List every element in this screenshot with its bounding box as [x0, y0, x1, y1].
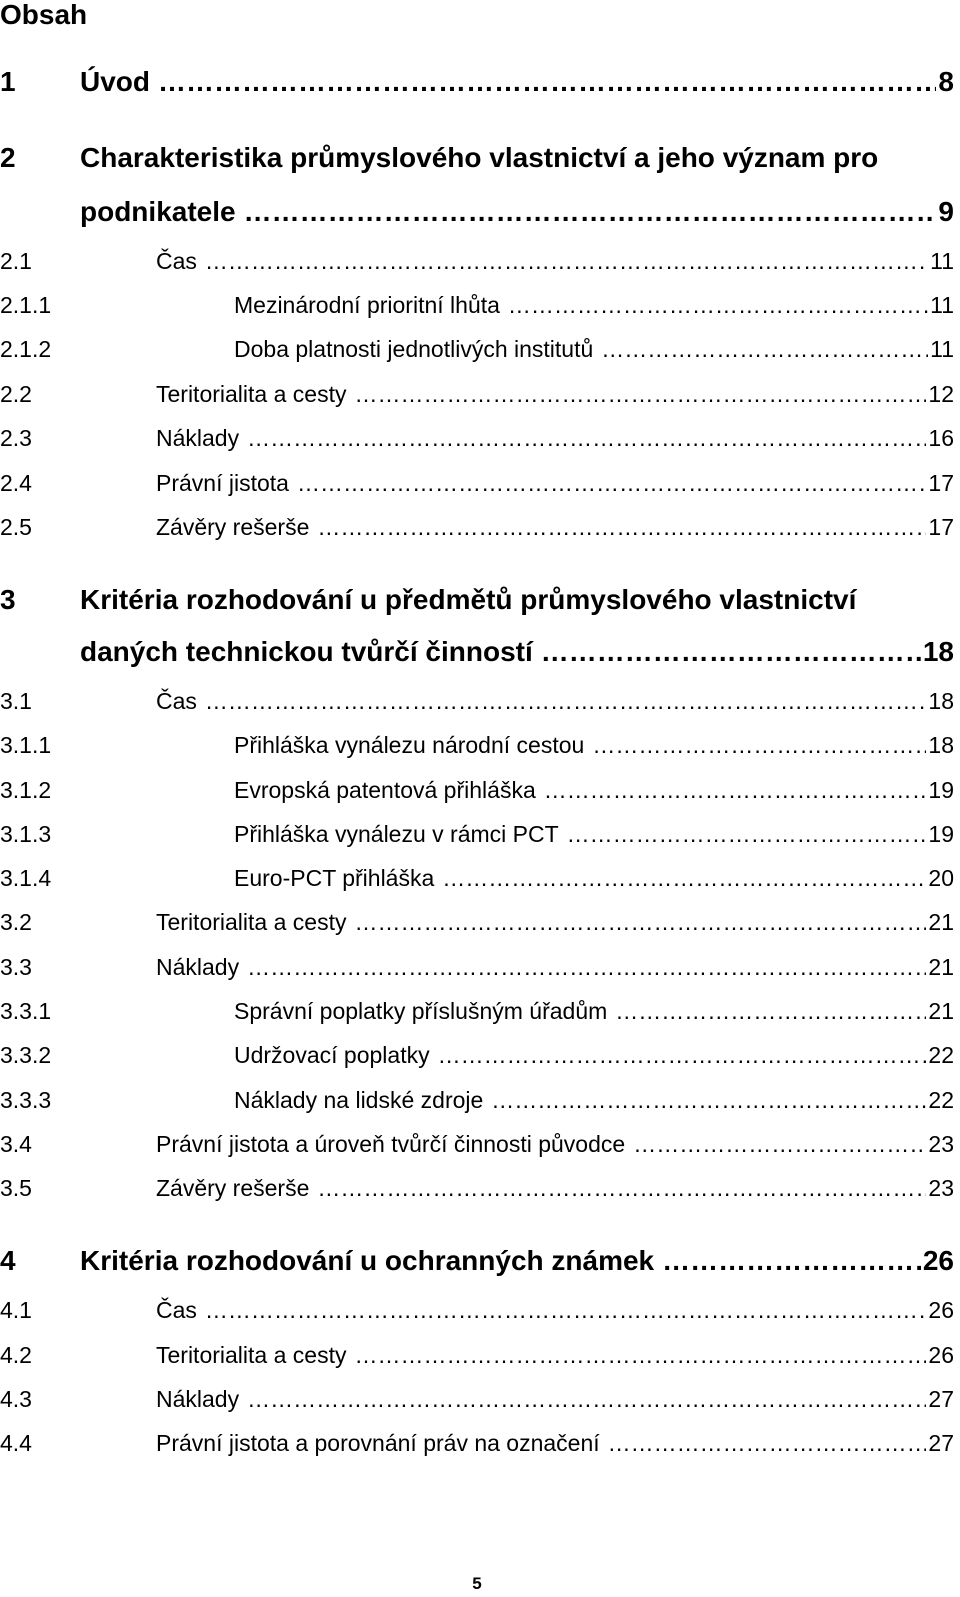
- toc-entry-page: 26: [928, 1297, 954, 1323]
- toc-entry[interactable]: [0, 514, 954, 554]
- toc-entry-title: Náklady na lidské zdroje: [234, 1087, 484, 1113]
- toc-entry-number: 3.3.3: [0, 1087, 52, 1113]
- toc-entry-title: Přihláška vynálezu národní cestou: [234, 732, 585, 758]
- toc-entry[interactable]: [0, 1342, 954, 1382]
- toc-entry-continuation[interactable]: [0, 196, 954, 236]
- toc-entry-title-continued: podnikatele: [80, 196, 236, 227]
- toc-entry[interactable]: [0, 381, 954, 421]
- toc-entry-page: 19: [928, 777, 954, 803]
- dot-leader: [544, 777, 927, 804]
- dot-leader: [247, 1386, 926, 1413]
- toc-entry[interactable]: [0, 336, 954, 376]
- toc-entry-page: 11: [930, 248, 954, 274]
- dot-leader: [438, 1042, 927, 1069]
- toc-entry-number: 4: [0, 1245, 16, 1276]
- toc-entry-page: 18: [928, 688, 954, 714]
- toc-entry-title: Doba platnosti jednotlivých institutů: [234, 336, 594, 362]
- toc-entry[interactable]: [0, 954, 954, 994]
- toc-entry-page: 12: [928, 381, 954, 407]
- toc-entry-number: 3: [0, 584, 16, 615]
- toc-entry[interactable]: [0, 865, 954, 905]
- dot-leader: [244, 196, 937, 228]
- toc-entry-page: 26: [928, 1342, 954, 1368]
- toc-entry-title: Mezinárodní prioritní lhůta: [234, 292, 500, 318]
- toc-entry-page: 21: [928, 954, 954, 980]
- toc-entry-page: 27: [928, 1386, 954, 1412]
- toc-entry-number: 3.3.1: [0, 998, 52, 1024]
- toc-entry-title: Závěry rešerše: [156, 514, 310, 540]
- toc-entry-number: 3.1.4: [0, 865, 52, 891]
- toc-entry-title: Čas: [156, 1297, 197, 1323]
- toc-entry-page: 18: [928, 732, 954, 758]
- toc-entry[interactable]: [0, 425, 954, 465]
- dot-leader: [247, 425, 926, 452]
- toc-entry-page: 17: [928, 470, 954, 496]
- toc-entry-page: 11: [930, 336, 954, 362]
- dot-leader: [317, 514, 926, 541]
- toc-entry-number: 3.1.2: [0, 777, 52, 803]
- dot-leader: [354, 1342, 926, 1369]
- toc-entry-number: 2.2: [0, 381, 32, 407]
- toc-entry[interactable]: [0, 470, 954, 510]
- toc-entry-number: 4.3: [0, 1386, 32, 1412]
- toc-entry-continuation[interactable]: [0, 636, 954, 676]
- toc-entry-title: Teritorialita a cesty: [156, 909, 347, 935]
- toc-entry[interactable]: [0, 909, 954, 949]
- toc-entry-title: Závěry rešerše: [156, 1175, 310, 1201]
- toc-entry[interactable]: [0, 821, 954, 861]
- dot-leader: [158, 66, 936, 98]
- page-number: 5: [472, 1574, 482, 1593]
- toc-entry-title: Právní jistota a porovnání práv na označení: [156, 1430, 600, 1456]
- toc-entry-number: 2.4: [0, 470, 32, 496]
- toc-entry-page: 20: [928, 865, 954, 891]
- toc-entry[interactable]: [0, 142, 954, 178]
- toc-entry-page: 8: [938, 66, 954, 97]
- dot-leader: [205, 688, 927, 715]
- toc-entry-title: Kritéria rozhodování u předmětů průmyslového vlastnictví: [80, 584, 857, 615]
- toc-entry-title: Evropská patentová přihláška: [234, 777, 536, 803]
- toc-entry-number: 3.5: [0, 1175, 32, 1201]
- toc-entry-page: 21: [928, 998, 954, 1024]
- toc-entry-title: Čas: [156, 248, 197, 274]
- dot-leader: [541, 636, 921, 668]
- toc-entry-title: Náklady: [156, 1386, 240, 1412]
- toc-entry-number: 3.1.1: [0, 732, 52, 758]
- toc-entry-page: 18: [922, 636, 954, 667]
- dot-leader: [508, 292, 928, 319]
- toc-entry-title: Čas: [156, 688, 197, 714]
- toc-entry-title: Náklady: [156, 954, 240, 980]
- dot-leader: [205, 1297, 927, 1324]
- toc-entry[interactable]: [0, 732, 954, 772]
- toc-entry-title: Teritorialita a cesty: [156, 381, 347, 407]
- toc-entry[interactable]: [0, 1245, 954, 1285]
- toc-entry-title: Kritéria rozhodování u ochranných známek: [80, 1245, 655, 1276]
- toc-entry-page: 27: [928, 1430, 954, 1456]
- toc-entry[interactable]: [0, 292, 954, 332]
- toc-entry-title: Přihláška vynálezu v rámci PCT: [234, 821, 559, 847]
- dot-leader: [297, 470, 926, 497]
- toc-entry-title: Charakteristika průmyslového vlastnictví a jeho význam pro: [80, 142, 879, 173]
- toc-entry-title: Udržovací poplatky: [234, 1042, 430, 1068]
- toc-entry-title: Náklady: [156, 425, 240, 451]
- toc-entry-number: 2.3: [0, 425, 32, 451]
- toc-entry-title: Euro-PCT přihláška: [234, 865, 435, 891]
- dot-leader: [567, 821, 927, 848]
- toc-entry[interactable]: [0, 1131, 954, 1171]
- dot-leader: [601, 336, 928, 363]
- toc-entry[interactable]: [0, 66, 954, 106]
- dot-leader: [592, 732, 926, 759]
- toc-entry-title: Teritorialita a cesty: [156, 1342, 347, 1368]
- toc-entry[interactable]: [0, 248, 954, 288]
- toc-entry-number: 3.1: [0, 688, 32, 714]
- toc-entry-number: 2: [0, 142, 16, 173]
- dot-leader: [608, 1430, 927, 1457]
- toc-entry-number: 2.1.2: [0, 336, 52, 362]
- toc-entry-page: 23: [928, 1175, 954, 1201]
- page-title: Obsah: [0, 0, 88, 30]
- dot-leader: [354, 909, 926, 936]
- toc-entry-number: 1: [0, 66, 16, 97]
- toc-entry-title-continued: daných technickou tvůrčí činností: [80, 636, 533, 667]
- toc-entry[interactable]: [0, 1042, 954, 1082]
- toc-entry-title: Správní poplatky příslušným úřadům: [234, 998, 608, 1024]
- toc-entry-title: Právní jistota a úroveň tvůrčí činnosti původce: [156, 1131, 626, 1157]
- toc-entry-title: Úvod: [80, 66, 150, 97]
- dot-leader: [442, 865, 926, 892]
- dot-leader: [354, 381, 926, 408]
- dot-leader: [491, 1087, 926, 1114]
- toc-entry-number: 4.2: [0, 1342, 32, 1368]
- toc-entry[interactable]: [0, 777, 954, 817]
- toc-entry[interactable]: [0, 688, 954, 728]
- toc-entry-title: Právní jistota: [156, 470, 289, 496]
- toc-entry-number: 3.2: [0, 909, 32, 935]
- toc-entry-number: 2.5: [0, 514, 32, 540]
- toc-entry-page: 16: [928, 425, 954, 451]
- toc-entry-page: 9: [938, 196, 954, 227]
- dot-leader: [633, 1131, 926, 1158]
- dot-leader: [662, 1245, 921, 1277]
- toc-entry-page: 11: [930, 292, 954, 318]
- toc-entry-page: 22: [928, 1042, 954, 1068]
- toc-entry[interactable]: [0, 1175, 954, 1215]
- toc-entry-page: 19: [928, 821, 954, 847]
- toc-entry-page: 17: [928, 514, 954, 540]
- toc-entry-number: 2.1: [0, 248, 32, 274]
- toc-entry-page: 23: [928, 1131, 954, 1157]
- toc-entry-page: 21: [928, 909, 954, 935]
- toc-entry-number: 4.4: [0, 1430, 32, 1456]
- toc-entry[interactable]: [0, 1297, 954, 1337]
- toc-entry-number: 3.3: [0, 954, 32, 980]
- toc-entry-number: 3.4: [0, 1131, 32, 1157]
- toc-entry-page: 22: [928, 1087, 954, 1113]
- toc-entry[interactable]: [0, 1087, 954, 1127]
- toc-entry[interactable]: [0, 998, 954, 1038]
- dot-leader: [205, 248, 928, 275]
- toc-entry-number: 3.1.3: [0, 821, 52, 847]
- toc-entry-number: 3.3.2: [0, 1042, 52, 1068]
- dot-leader: [615, 998, 926, 1025]
- toc-entry-page: 26: [922, 1245, 954, 1276]
- toc-entry-number: 2.1.1: [0, 292, 52, 318]
- dot-leader: [317, 1175, 926, 1202]
- dot-leader: [247, 954, 926, 981]
- toc-entry[interactable]: [0, 1386, 954, 1426]
- toc-entry[interactable]: [0, 1430, 954, 1470]
- toc-entry[interactable]: [0, 584, 954, 620]
- toc-entry-number: 4.1: [0, 1297, 32, 1323]
